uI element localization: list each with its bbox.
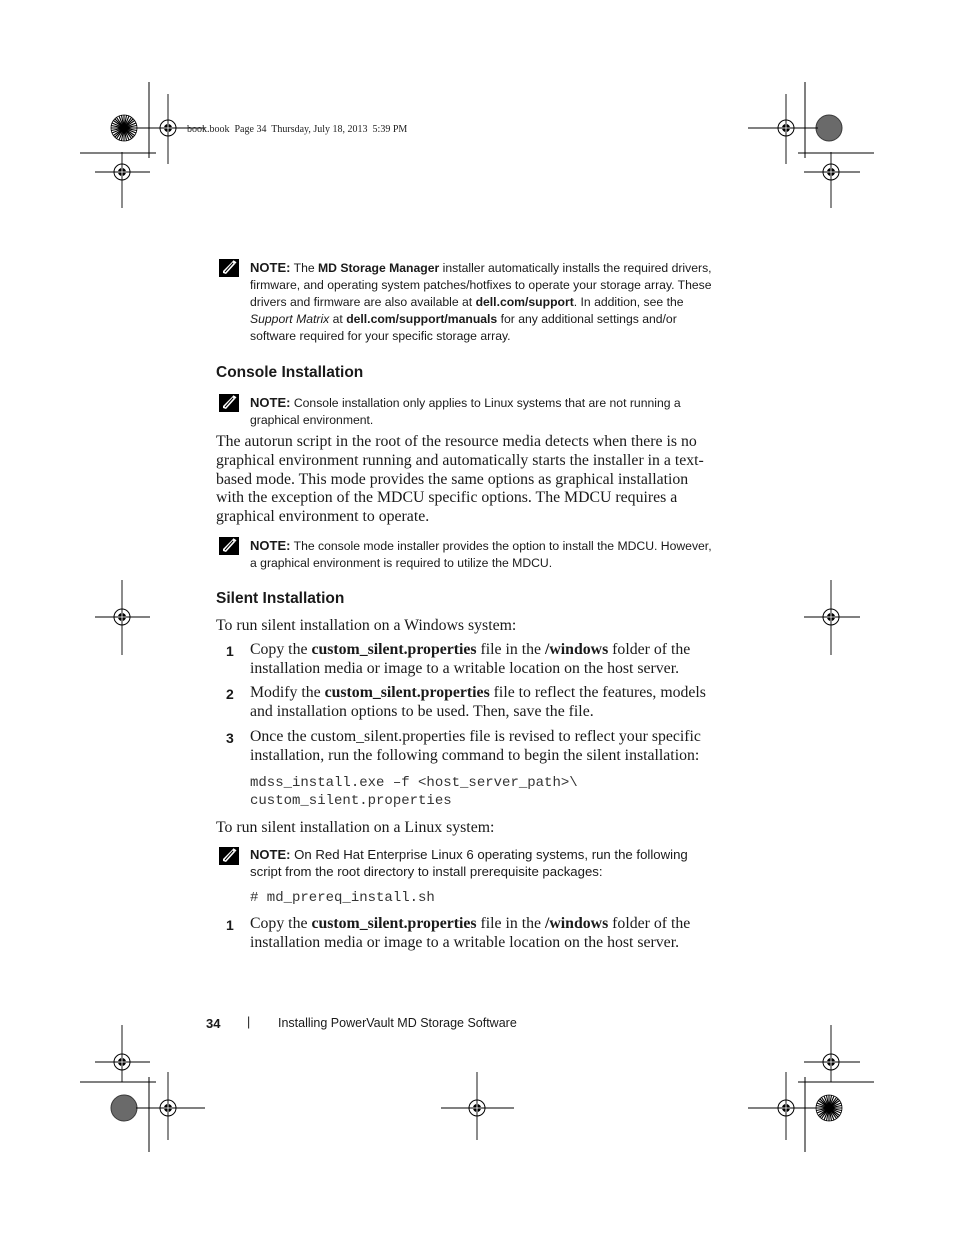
note-console-mdcu	[218, 536, 718, 572]
note-label: NOTE:	[250, 538, 291, 553]
note-text: NOTE: Console installation only applies to Linux systems that are not running a graphical environment.	[250, 395, 681, 427]
note-text: NOTE: The MD Storage Manager installer automatically installs the required drivers, firmware, and operating system patches/hotfixes to operate your storage array. These drivers and firmware are also available at dell.com/support. In addition, see the Support Matrix at dell.com/support/manuals for any additional settings and/or software required for your specific storage array.	[250, 260, 712, 343]
note-text: NOTE: The console mode installer provides the option to install the MDCU. However, a graphical environment is required to utilize the MDCU.	[250, 538, 712, 570]
step-number: 3	[226, 730, 234, 746]
note-pencil-icon	[218, 393, 240, 413]
code-line: mdss_install.exe –f <host_server_path>\	[250, 775, 578, 791]
note-label: NOTE:	[250, 395, 291, 410]
footer-separator: |	[247, 1015, 251, 1029]
console-installation-heading: Console Installation	[216, 364, 364, 381]
note-rhel	[218, 846, 718, 882]
note-label: NOTE:	[250, 260, 291, 275]
console-paragraph: The autorun script in the root of the resource media detects when there is no graphical environment running and automatically starts the installer in a text-based mode. This mode provides the same options as graphical installation with the exception of the MDCU specific options. The MDCU requires a graphical environment to operate.	[216, 433, 704, 526]
support-link[interactable]: dell.com/support	[475, 295, 574, 309]
footer-title: Installing PowerVault MD Storage Software	[278, 1016, 517, 1030]
note-md-storage-manager	[218, 258, 718, 348]
code-line: # md_prereq_install.sh	[250, 890, 435, 906]
note-console-linux	[218, 393, 718, 429]
step-3-text: Once the custom_silent.properties file is revised to reflect your specific installation, run the following command to begin the silent installation:	[250, 728, 701, 764]
step-number: 1	[226, 643, 234, 659]
code-line: custom_silent.properties	[250, 793, 452, 809]
note-label: NOTE:	[250, 847, 291, 862]
product-name: MD Storage Manager	[318, 261, 440, 275]
step-number: 1	[226, 917, 234, 933]
linux-intro: To run silent installation on a Linux system:	[216, 819, 495, 836]
note-pencil-icon	[218, 258, 240, 278]
linux-step-1-text: Copy the custom_silent.properties file in the /windows folder of the installation media or image to a writable location on the host server.	[250, 915, 691, 951]
support-matrix-title: Support Matrix	[250, 312, 330, 326]
note-pencil-icon	[218, 846, 240, 866]
manuals-link[interactable]: dell.com/support/manuals	[346, 312, 498, 326]
silent-installation-heading: Silent Installation	[216, 590, 345, 607]
page-number: 34	[206, 1016, 221, 1031]
note-text: NOTE: On Red Hat Enterprise Linux 6 operating systems, run the following script from the root directory to install prerequisite packages:	[250, 847, 688, 879]
windows-intro: To run silent installation on a Windows system:	[216, 617, 517, 634]
note-pencil-icon	[218, 536, 240, 556]
print-header: book.book Page 34 Thursday, July 18, 2013 5:39 PM	[187, 124, 408, 135]
step-1-text: Copy the custom_silent.properties file in the /windows folder of the installation media or image to a writable location on the host server.	[250, 641, 691, 677]
step-2-text: Modify the custom_silent.properties file to reflect the features, models and installation options to be used. Then, save the file.	[250, 684, 706, 720]
step-number: 2	[226, 686, 234, 702]
